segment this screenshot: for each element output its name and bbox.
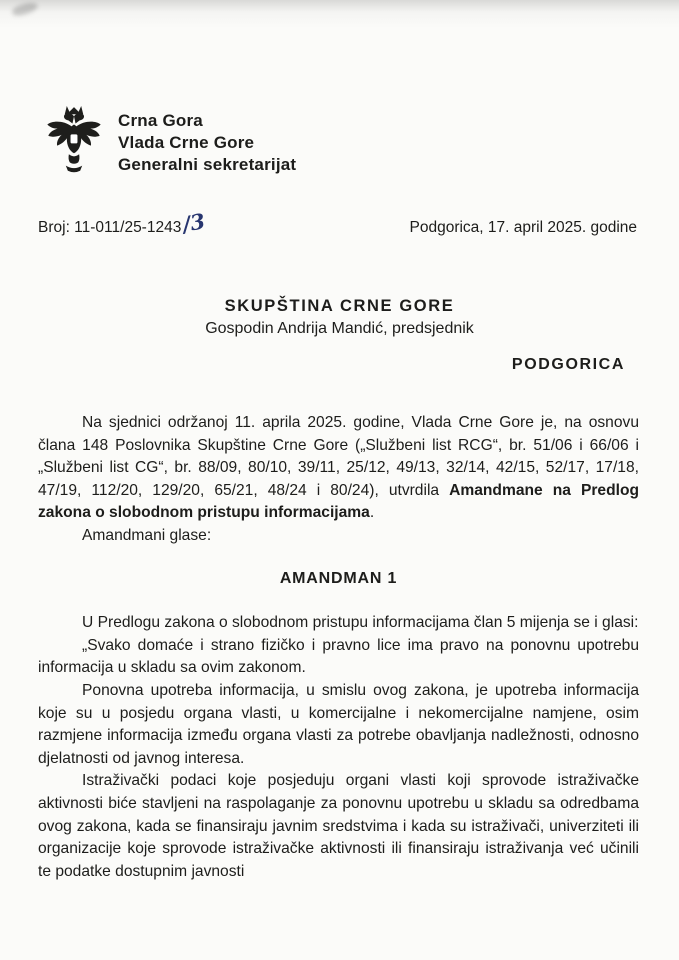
reference-row (0, 208, 679, 237)
recipient-block (0, 297, 679, 338)
paragraph-reuse-definition: Ponovna upotreba informacija, u smislu ovog zakona, je upotreba informacija koje su u posjedu organa vlasti, u komercijalne i nekomercijalne namjene, osim razmjene informacija između organa vlasti za potrebe obavljanja nadležnosti, odnosno djelatnosti od javnog interesa. (38, 681, 639, 767)
reference-number (38, 208, 208, 237)
letterhead (0, 0, 679, 182)
organization-block (118, 110, 296, 176)
handwritten-number-suffix: /3 (180, 208, 208, 237)
paragraph-decision-bold: Amandmane na Predlog zakona o slobodnom pristupu informacijama (38, 481, 639, 522)
recipient-institution: SKUPŠTINA CRNE GORE (224, 297, 455, 315)
place-and-date: Podgorica, 17. april 2025. godine (409, 219, 637, 236)
org-secretariat: Generalni sekretarijat (118, 155, 297, 174)
paragraph-decision-tail: . (369, 504, 375, 522)
recipient-person: Gospodin Andrija Mandić, predsjednik (205, 320, 474, 337)
org-country: Crna Gora (118, 111, 203, 130)
coat-of-arms-icon (46, 104, 102, 182)
recipient-city: PODGORICA (511, 356, 625, 373)
paragraph-decision (38, 412, 639, 525)
paragraph-decision-lead: Na sjednici održanoj 11. aprila 2025. godine, Vlada Crne Gore je, na osnovu člana 148 Poslovnika Skupštine Crne Gore („Službeni list RCG“, br. 51/06 i 66/06 i „Službeni list CG“, br. 88/09, 80/10, 39/11, 25/12, 49/13, 32/14, 42/15, 52/17, 17/18, 47/19, 112/20, 129/20, 65/21, 48/24 i 80/24), utvrdila (38, 414, 639, 499)
paragraph-article-change: U Predlogu zakona o slobodnom pristupu informacijama član 5 mijenja se i glasi: (82, 614, 639, 632)
reference-number-printed: Broj: 11-011/25-1243 (38, 219, 182, 236)
paragraph-research-data: Istraživački podaci koje posjeduju organi vlasti koji sprovode istraživačke aktivnosti biće stavljeni na raspolaganje za ponovnu upotrebu u skladu sa odredbama ovog zakona, kada se finansiraju javnim sredstvima i kada su istraživači, univerziteti ili organizacije koje sprovode istraživačke aktivnosti ili finansiraju istraživanja već učinili te podatke dostupnim javnosti (38, 772, 639, 880)
paragraph-amendments-read: Amandmani glase: (82, 526, 212, 544)
amendment-heading: AMANDMAN 1 (279, 569, 398, 587)
paragraph-right-of-reuse: „Svako domaće i strano fizičko i pravno lice ima pravo na ponovnu upotrebu informacija u skladu sa ovim zakonom. (38, 636, 639, 677)
org-government: Vlada Crne Gore (118, 133, 255, 152)
document-body (0, 412, 679, 883)
